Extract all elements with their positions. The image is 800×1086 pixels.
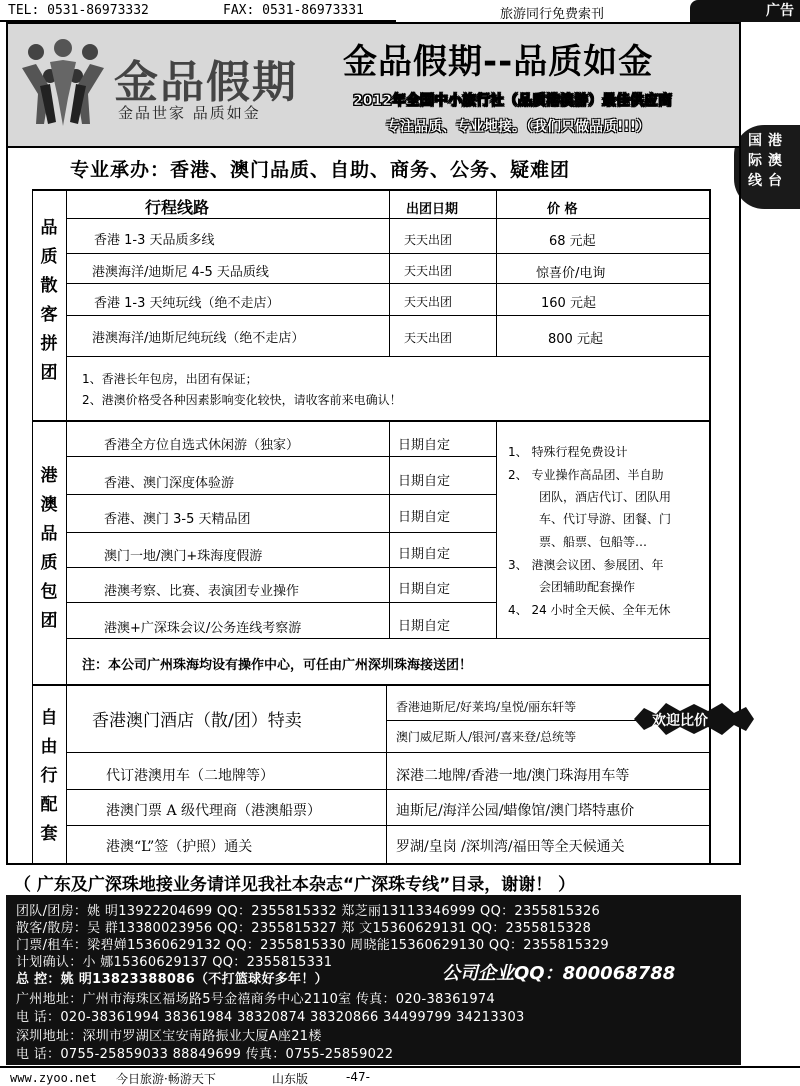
- feature-line: 车、代订导游、团餐、门: [539, 512, 672, 526]
- pkg-row-5: 港澳考察、比赛、表演团专业操作: [104, 584, 300, 599]
- pkg-row-4: 澳门一地/澳门+珠海度假游: [104, 549, 263, 564]
- slogan-line-2: 专注品质、专业地接。（我们只做品质!!!）: [386, 119, 651, 135]
- contact-line: 门票/租车：梁碧婵15360629132 QQ：2355815330 周晓能15360629130 QQ：2355815329: [16, 938, 609, 953]
- section2-label: 港澳品质包团: [40, 466, 58, 631]
- note-2: 2、港澳价格受各种因素影响变化较快，请收客前来电确认！: [82, 393, 402, 407]
- pkg-date-3: 日期自定: [398, 510, 451, 525]
- note-1: 1、香港长年包房，出团有保证；: [82, 372, 258, 386]
- contact-line: 散客/散房：吴 群13380023956 QQ：2355815327 郑 文15360629131 QQ：2355815328: [16, 921, 592, 936]
- route-row-4: 港澳海洋/迪斯尼纯玩线（绝不走店）: [92, 331, 305, 346]
- visa-detail: 罗湖/皇岗 /深圳湾/福田等全天候通关: [396, 839, 625, 855]
- pkg-date-2: 日期自定: [398, 474, 451, 489]
- pkg-date-5: 日期自定: [398, 582, 451, 597]
- side-tab-col2: 港澳台: [768, 133, 782, 189]
- fax-number: FAX: 0531-86973331: [223, 3, 364, 18]
- bottom-strip: [0, 1066, 800, 1086]
- brand-subtitle: 金品世家 品质如金: [118, 104, 261, 122]
- car-service: 代订港澳用车（二地牌等）: [106, 768, 274, 784]
- pkg-row-2: 香港、澳门深度体验游: [104, 476, 235, 491]
- route-row-1: 香港 1-3 天品质多线: [94, 233, 215, 248]
- pkg-row-3: 香港、澳门 3-5 天精品团: [104, 512, 251, 527]
- date-row-3: 天天出团: [404, 295, 453, 309]
- compare-price-badge: 欢迎比价: [630, 702, 758, 736]
- site-url[interactable]: www.zyoo.net: [10, 1071, 97, 1085]
- section3-label: 自由行配套: [40, 708, 58, 844]
- pkg-date-6: 日期自定: [398, 619, 451, 634]
- date-row-2: 天天出团: [404, 264, 453, 278]
- contact-line-chief: 总 控：姚 明13823388086（不打篮球好多年！）: [16, 972, 328, 987]
- price-row-3: 160 元起: [541, 296, 596, 311]
- contact-line: 电 话：020-38361994 38361984 38320874 38320866 34499799 34213303: [16, 1010, 525, 1025]
- feature-line: 票、船票、包船等…: [539, 535, 648, 549]
- section1-label: 品质散客拼团: [40, 218, 58, 383]
- slogan-line-1: 2012年全国中小旅行社（品质港澳游）最佳供应商: [353, 93, 672, 109]
- ticket-agent: 港澳门票 A 级代理商（港澳船票）: [106, 803, 322, 819]
- edition: 山东版: [272, 1072, 309, 1086]
- hotel-special: 香港澳门酒店（散/团）特卖: [92, 711, 302, 731]
- brand-name: 金品假期: [114, 57, 298, 108]
- route-row-3: 香港 1-3 天纯玩线（绝不走店）: [94, 296, 280, 311]
- feature-line: 3、 港澳会议团、参展团、年: [508, 558, 664, 572]
- price-row-4: 800 元起: [548, 332, 603, 347]
- pkg-date-1: 日期自定: [398, 438, 451, 453]
- date-row-4: 天天出团: [404, 331, 453, 345]
- visa-service: 港澳“L”签（护照）通关: [106, 839, 253, 855]
- contact-line: 广州地址：广州市海珠区福场路5号金禧商务中心2110室 传真：020-38361974: [16, 992, 496, 1007]
- date-row-1: 天天出团: [404, 233, 453, 247]
- side-tab-col1: 国际线: [748, 133, 762, 189]
- feature-line: 团队，酒店代订、团队用: [539, 490, 672, 504]
- directory-note: （ 广东及广深珠地接业务请详见我社本杂志“广深珠专线”目录，谢谢！ ）: [14, 875, 576, 895]
- pkg-date-4: 日期自定: [398, 547, 451, 562]
- contact-line: 团队/团房：姚 明13922204699 QQ：2355815332 郑芝丽13113346999 QQ：2355815326: [16, 904, 601, 919]
- ticket-detail: 迪斯尼/海洋公园/蜡像馆/澳门塔特惠价: [396, 803, 635, 819]
- price-row-1: 68 元起: [549, 234, 596, 249]
- top-strip: [0, 0, 800, 22]
- feature-line: 2、 专业操作高品团、半自助: [508, 468, 664, 482]
- page-number: -47-: [346, 1070, 370, 1084]
- side-tab[interactable]: [734, 125, 800, 209]
- company-qq: 公司企业QQ：800068788: [442, 963, 676, 984]
- feature-line: 4、 24 小时全天候、全年无休: [508, 603, 671, 617]
- feature-line: 1、 特殊行程免费设计: [508, 445, 628, 459]
- tagline: 今日旅游·畅游天下: [116, 1072, 216, 1086]
- ops-note: 注：本公司广州珠海均设有操作中心，可任由广州深圳珠海接送团！: [82, 658, 473, 673]
- col-header-price: 价 格: [547, 202, 578, 217]
- pkg-row-1: 香港全方位自选式休闲游（独家）: [104, 438, 300, 453]
- col-header-route: 行程线路: [145, 198, 210, 217]
- route-row-2: 港澳海洋/迪斯尼 4-5 天品质线: [92, 265, 269, 280]
- headline: 金品假期--品质如金: [343, 42, 654, 82]
- col-header-date: 出团日期: [406, 202, 459, 217]
- tel-number: TEL: 0531-86973332: [8, 3, 149, 18]
- car-detail: 深港二地牌/香港一地/澳门珠海用车等: [396, 768, 630, 784]
- contact-line: 深圳地址：深圳市罗湖区宝安南路振业大厦A座21楼: [16, 1029, 322, 1044]
- header-banner: [8, 24, 739, 148]
- hotel-mo-list: 澳门威尼斯人/银河/喜来登/总统等: [396, 730, 577, 744]
- service-line: 专业承办：香港、澳门品质、自助、商务、公务、疑难团: [70, 159, 571, 181]
- feature-line: 会团辅助配套操作: [539, 580, 636, 594]
- price-row-2: 惊喜价/电询: [536, 266, 606, 281]
- ad-tag: 广告: [690, 0, 800, 22]
- hotel-hk-list: 香港迪斯尼/好莱坞/皇悦/丽东轩等: [396, 700, 577, 714]
- index-label: 旅游同行免费索刊: [500, 7, 605, 22]
- contact-block: [6, 895, 741, 1065]
- contact-line: 计划确认：小 娜15360629137 QQ：2355815331: [16, 955, 333, 970]
- pkg-row-6: 港澳+广深珠会议/公务连线考察游: [104, 621, 302, 636]
- contact-line: 电 话：0755-25859033 88849699 传真：0755-25859022: [16, 1047, 394, 1062]
- people-logo-icon: [20, 38, 106, 128]
